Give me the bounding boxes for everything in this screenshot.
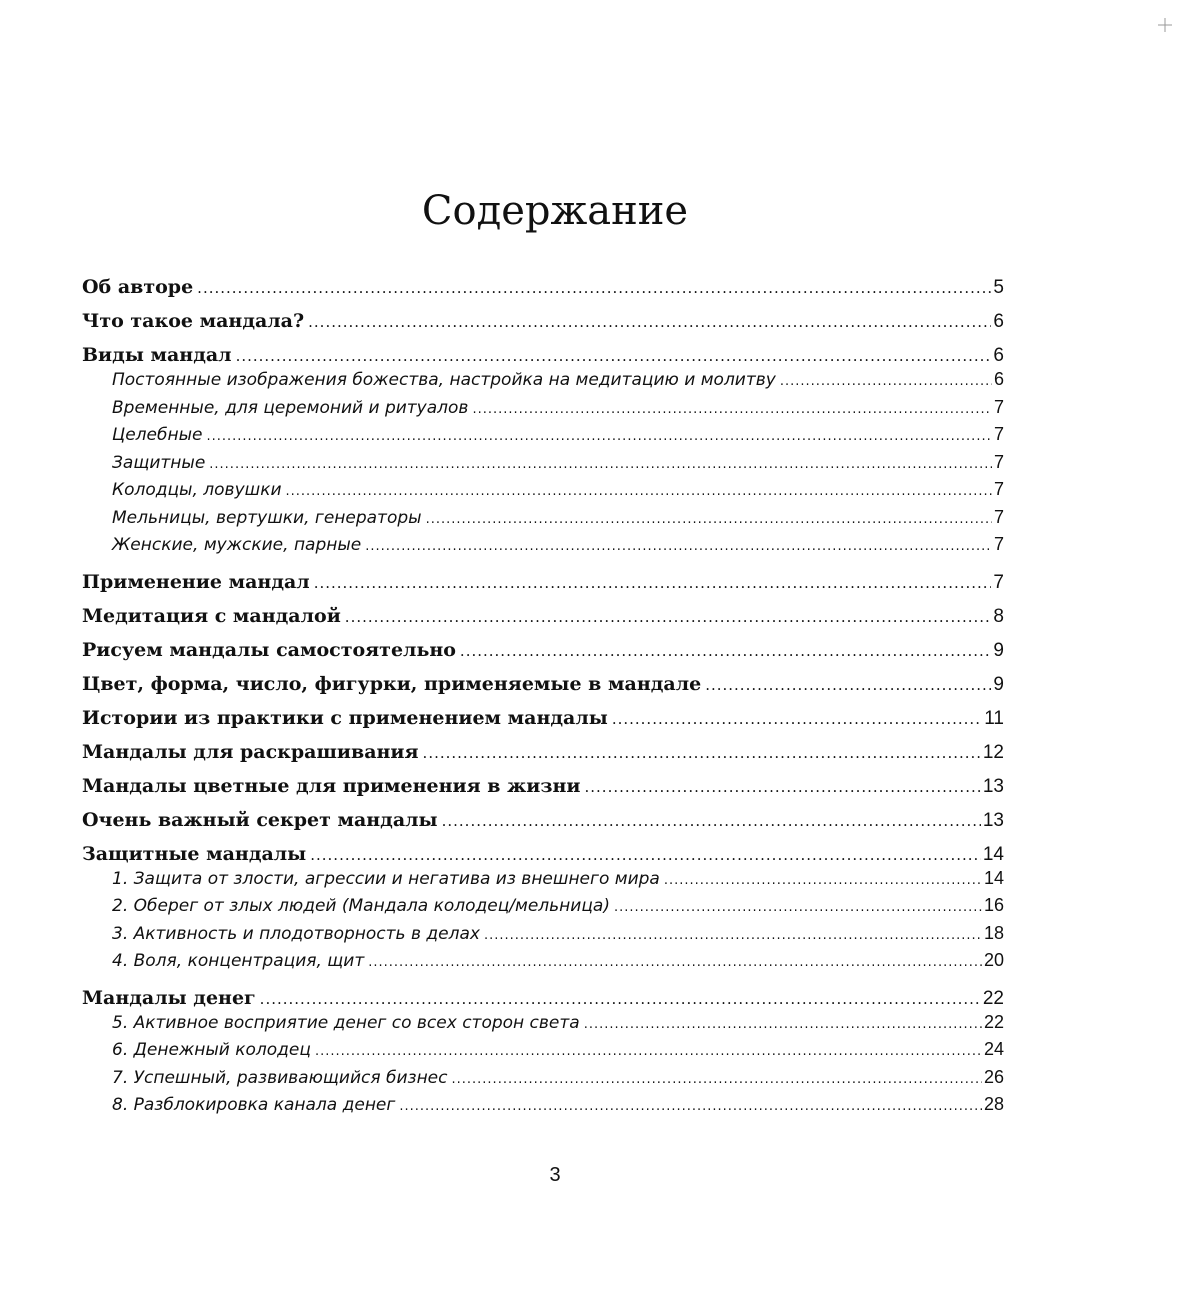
toc-entry-page: 6 — [993, 369, 1004, 389]
dot-leader — [585, 770, 981, 804]
toc-subentry[interactable] — [82, 892, 1004, 920]
toc-entry-page: 6 — [993, 311, 1004, 332]
toc-entry-title: Мельницы, вертушки, генераторы — [112, 507, 422, 528]
toc-subentry[interactable] — [82, 920, 1004, 948]
toc-entry-title: 7. Успешный, развивающийся бизнес — [112, 1067, 448, 1088]
toc-entry[interactable] — [82, 565, 1004, 599]
dot-leader — [584, 1011, 982, 1039]
dot-leader — [308, 305, 991, 339]
toc-entry-title: Очень важный секрет мандалы — [82, 808, 438, 831]
dot-leader — [472, 396, 992, 424]
toc-entry-title: Что такое мандала? — [82, 310, 305, 332]
dot-leader — [442, 804, 981, 838]
page-number: 3 — [549, 1164, 561, 1186]
toc-entry-title: 5. Активное восприятие денег со всех сторон света — [112, 1012, 580, 1033]
toc-subentry[interactable] — [82, 449, 1004, 477]
toc-subentry[interactable] — [82, 421, 1004, 449]
dot-leader — [460, 634, 992, 668]
dot-leader — [345, 600, 992, 634]
toc-entry-title: Виды мандал — [82, 344, 232, 366]
toc-entry-title: Мандалы цветные для применения в жизни — [82, 774, 581, 797]
toc-entry-page: 7 — [993, 424, 1004, 444]
toc-subentry[interactable] — [82, 1091, 1004, 1119]
toc-entry-page: 16 — [983, 895, 1004, 915]
toc-subentry[interactable] — [82, 394, 1004, 422]
dot-leader — [484, 922, 982, 950]
toc-entry-page: 22 — [983, 1011, 1004, 1032]
toc-entry-title: Мандалы денег — [82, 986, 256, 1009]
dot-leader — [209, 451, 992, 479]
toc-entry-page: 7 — [993, 479, 1004, 499]
toc-entry-page: 22 — [982, 987, 1004, 1009]
toc-entry-page: 14 — [982, 843, 1004, 865]
toc-entry-page: 20 — [983, 950, 1004, 970]
dot-leader — [286, 478, 992, 506]
toc-entry-title: Целебные — [112, 425, 203, 445]
toc-entry-title: 4. Воля, концентрация, щит — [112, 951, 365, 971]
dot-leader — [399, 1093, 982, 1121]
toc-entry-page: 13 — [982, 809, 1004, 831]
toc-entry[interactable] — [82, 701, 1004, 735]
dot-leader — [452, 1066, 982, 1094]
toc-entry-page: 8 — [993, 605, 1004, 627]
toc-entry-title: Мандалы для раскрашивания — [82, 740, 419, 763]
toc-entry-title: Медитация с мандалой — [82, 604, 341, 627]
toc-entry-page: 13 — [982, 775, 1004, 797]
toc-entry-page: 7 — [993, 396, 1004, 417]
dot-leader — [426, 506, 992, 534]
dot-leader — [614, 894, 982, 922]
toc-subentry[interactable] — [82, 366, 1004, 394]
toc-entry[interactable] — [82, 633, 1004, 667]
toc-subentry[interactable] — [82, 1064, 1004, 1092]
table-of-contents — [82, 270, 1004, 1119]
toc-subentry[interactable] — [82, 1009, 1004, 1037]
toc-entry-page: 7 — [993, 506, 1004, 527]
toc-entry-title: Временные, для церемоний и ритуалов — [112, 397, 469, 418]
dot-leader — [314, 566, 992, 600]
toc-entry-title: Цвет, форма, число, фигурки, применяемые в мандале — [82, 672, 702, 695]
dot-leader — [368, 949, 982, 977]
toc-entry-title: Защитные — [112, 452, 206, 473]
toc-entry-page: 9 — [993, 673, 1004, 695]
toc-entry-title: Защитные мандалы — [82, 842, 307, 865]
toc-entry[interactable] — [82, 735, 1004, 769]
toc-entry-page: 11 — [984, 707, 1004, 729]
toc-entry-title: 8. Разблокировка канала денег — [112, 1095, 396, 1115]
toc-entry[interactable] — [82, 270, 1004, 304]
toc-entry-title: Об авторе — [82, 276, 194, 298]
dot-leader — [206, 423, 992, 451]
toc-entry[interactable] — [82, 769, 1004, 803]
toc-entry-page: 18 — [983, 922, 1004, 943]
dot-leader — [197, 271, 991, 305]
toc-entry-page: 7 — [993, 571, 1004, 593]
toc-entry-title: 6. Денежный колодец — [112, 1040, 311, 1060]
toc-entry-page: 24 — [983, 1039, 1004, 1059]
dot-leader — [423, 736, 981, 770]
toc-entry[interactable] — [82, 803, 1004, 837]
toc-entry-title: Женские, мужские, парные — [112, 535, 362, 555]
page-title: Содержание — [421, 188, 689, 234]
toc-entry-page: 12 — [982, 741, 1004, 763]
toc-entry-title: Колодцы, ловушки — [112, 480, 282, 500]
toc-entry[interactable] — [82, 667, 1004, 701]
toc-subentry[interactable] — [82, 531, 1004, 559]
dot-leader — [780, 368, 992, 396]
crop-mark-icon — [1158, 18, 1172, 32]
toc-entry-page: 28 — [983, 1094, 1004, 1114]
toc-entry-title: Истории из практики с применением мандалы — [82, 706, 608, 729]
toc-entry-title: Рисуем мандалы самостоятельно — [82, 638, 456, 661]
dot-leader — [612, 702, 982, 736]
dot-leader — [365, 533, 992, 561]
toc-entry-page: 5 — [993, 277, 1004, 298]
toc-entry-page: 6 — [993, 345, 1004, 366]
toc-entry[interactable] — [82, 304, 1004, 338]
toc-entry-title: Применение мандал — [82, 570, 310, 593]
dot-leader — [664, 867, 982, 895]
toc-entry-title: 3. Активность и плодотворность в делах — [112, 923, 480, 944]
toc-entry-page: 26 — [983, 1066, 1004, 1087]
toc-subentry[interactable] — [82, 1036, 1004, 1064]
toc-entry-page: 7 — [993, 534, 1004, 554]
toc-entry-page: 14 — [983, 867, 1004, 888]
toc-subentry[interactable] — [82, 504, 1004, 532]
dot-leader — [705, 668, 991, 702]
dot-leader — [315, 1038, 982, 1066]
toc-entry-title: 2. Оберег от злых людей (Мандала колодец/мельница) — [112, 896, 610, 916]
toc-entry-page: 7 — [993, 451, 1004, 472]
toc-entry[interactable] — [82, 599, 1004, 633]
toc-entry-page: 9 — [993, 639, 1004, 661]
toc-entry-title: Постоянные изображения божества, настройка на медитацию и молитву — [112, 370, 776, 390]
toc-subentry[interactable] — [82, 865, 1004, 893]
toc-subentry[interactable] — [82, 476, 1004, 504]
toc-entry-title: 1. Защита от злости, агрессии и негатива из внешнего мира — [112, 868, 660, 889]
toc-subentry[interactable] — [82, 947, 1004, 975]
